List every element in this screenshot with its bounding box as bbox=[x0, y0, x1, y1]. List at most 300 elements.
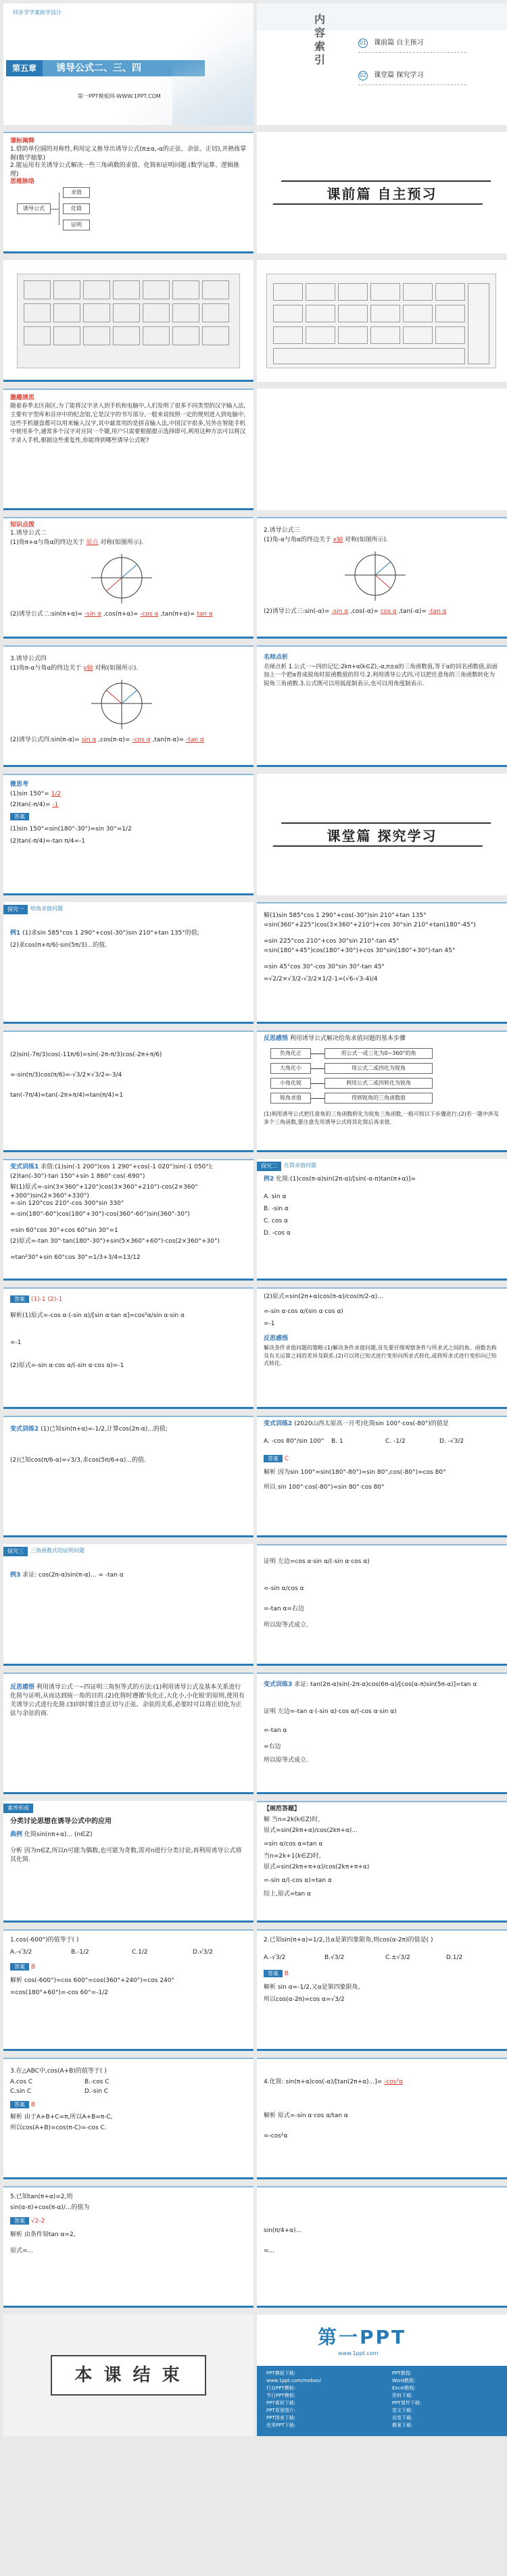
key-cell bbox=[24, 303, 51, 322]
answer: -sin α bbox=[84, 611, 101, 618]
option[interactable]: B. -sin α bbox=[264, 1206, 289, 1212]
key-cell bbox=[338, 326, 368, 344]
answer: -cos α bbox=[140, 611, 159, 618]
slide-objectives bbox=[3, 132, 254, 253]
option[interactable]: B.√3/2 bbox=[324, 1954, 345, 1961]
slide-cover bbox=[3, 3, 254, 125]
option[interactable]: A. sin α bbox=[264, 1193, 287, 1200]
footer-col-1 bbox=[266, 2370, 321, 2429]
slide-keyboard bbox=[3, 260, 254, 382]
contents-item-2[interactable] bbox=[358, 71, 423, 81]
option[interactable]: D. -cos α bbox=[264, 1230, 291, 1237]
section-heading: 课标阐释 bbox=[10, 138, 35, 145]
answer: x轴 bbox=[333, 537, 343, 543]
slide-think bbox=[3, 774, 254, 895]
slide-keyboard-2 bbox=[257, 260, 507, 382]
answer-block bbox=[10, 2217, 247, 2226]
example-question: (2)求cos(π+π/6)·sin(5π/3)...的值. bbox=[10, 942, 107, 949]
answer-block bbox=[10, 1963, 247, 1972]
text: (2020山西太原高一月考)化简sin 100°·cos(-80°)的值是 bbox=[294, 1420, 449, 1427]
solution-line: 原式=... bbox=[10, 2248, 34, 2254]
option[interactable]: A.-√3/2 bbox=[10, 1949, 32, 1956]
key-cell bbox=[83, 280, 110, 299]
formula-title: 2.诱导公式三 bbox=[264, 527, 300, 534]
slide-literacy bbox=[3, 1801, 254, 1923]
answer-block bbox=[264, 1970, 500, 1979]
slide-solution-1b bbox=[3, 1031, 254, 1152]
contents-heading bbox=[310, 13, 330, 67]
brand-url: www.1ppt.com bbox=[338, 2350, 379, 2356]
footer-link[interactable]: 试卷下载: bbox=[392, 2415, 413, 2421]
example-question bbox=[10, 1571, 247, 1580]
inquiry-topic: 三角函数式的证明问题 bbox=[30, 1547, 84, 1554]
footer-col-2 bbox=[392, 2370, 421, 2429]
slide-formula-4 bbox=[3, 645, 254, 767]
question bbox=[10, 790, 247, 799]
key-cell bbox=[202, 326, 229, 345]
proof-line: 证明 左边=-tan α·(-sin α)·cos α/(-cos α·sin α) bbox=[264, 1708, 397, 1715]
step-box: 得到锐角的三角函数值 bbox=[324, 1093, 433, 1104]
answer: B bbox=[30, 1964, 36, 1971]
unit-circle-diagram bbox=[84, 676, 159, 730]
reflection-body: 解决条件求值问题的策略:(1)解决条件求值问题,首先要仔细观察条件与所求式之间的角、函数名称及有关运算之间的差异及联系.(2)可以将已知式进行变形向所求式转化,或将所求式进行变形向已知式转化. bbox=[264, 1345, 497, 1367]
reflection-heading bbox=[264, 1035, 500, 1043]
answer: sin α bbox=[81, 737, 97, 743]
text: (1)已知sin(π+α)=-1/2,计算cos(2π-α)...的值; bbox=[41, 1426, 168, 1433]
literacy-title: 分类讨论思想在诱导公式中的应用 bbox=[10, 1818, 112, 1825]
text: ,tan(π-α)= bbox=[152, 737, 185, 743]
key-cell bbox=[403, 283, 433, 301]
exercise-question bbox=[264, 2078, 500, 2087]
notes-body: 名师点析 1.公式一~四的记忆:2kπ+α(k∈Z),-α,π±α的三角函数值,等于α的同名函数值,前面加上一个把α看成锐角时原函数值的符号.2.利用诱导公式四,可以把任意角的三角函数转化为锐角三角函数.3.公式既可以用弧度制表示,也可以用角度制表示. bbox=[264, 664, 498, 687]
answer-block bbox=[10, 1295, 247, 1304]
solution-line: =sin(360°+225°)cos(3×360°+210°)+cos 30°sin 210°+tan(180°-45°) bbox=[264, 922, 476, 928]
flow-box: 证明 bbox=[63, 220, 90, 230]
option[interactable]: D.1/2 bbox=[446, 1954, 463, 1961]
answer-block bbox=[264, 1455, 500, 1464]
solution-line: 所以 sin 100°·cos(-80°)=sin 80°·cos 80° bbox=[264, 1484, 385, 1491]
answer: -cos²α bbox=[384, 2079, 404, 2085]
text: 求证: tan(2π-α)sin(-2π-α)cos(6π-α)/[cos(α-π)sin(5π-α)]=tan α bbox=[294, 1681, 477, 1688]
objective-1: 1.借助单位圆的对称性,利用定义推导出诱导公式(π±α,-α的正弦、余弦、正切),并熟练掌握(数学抽象) bbox=[10, 146, 247, 162]
text: (2)诱导公式二:sin(π+α)= bbox=[10, 611, 83, 618]
slide-reflection-2 bbox=[257, 1287, 507, 1409]
inquiry-topic: 给角求值问题 bbox=[30, 906, 63, 912]
answer: √2-2 bbox=[30, 2218, 45, 2225]
answer-tag: 答案 bbox=[264, 1455, 283, 1462]
text: 对称(如图所示). bbox=[95, 665, 139, 672]
key-cell bbox=[24, 326, 51, 345]
solution-line: (2)原式=sin(2π+α)cos(π-α)/cos(π/2-α)... bbox=[264, 1293, 383, 1300]
text: (1)角-α与角α的终边关于 bbox=[264, 537, 331, 543]
slide-example-1 bbox=[3, 902, 254, 1024]
solution-line: =sin 60°cos 30°+cos 60°sin 30°=1 bbox=[10, 1227, 118, 1234]
chapter-badge: 第五章 bbox=[6, 60, 43, 76]
slide-section-inquiry bbox=[257, 774, 507, 895]
end-text: 本 课 结 束 bbox=[74, 2365, 183, 2385]
formula-line bbox=[264, 608, 500, 616]
slide-notes bbox=[257, 645, 507, 767]
section-title: 课堂篇 探究学习 bbox=[327, 828, 437, 844]
answer: -sin α bbox=[331, 608, 349, 615]
answer: -tan α bbox=[186, 737, 204, 743]
heading: 反思感悟 bbox=[10, 1684, 35, 1691]
answer: cos α bbox=[380, 608, 397, 615]
solution-line: 原式=sin(2kπ+α)/cos(2kπ+α)... bbox=[264, 1827, 358, 1834]
footer-link[interactable]: 节日PPT模板: bbox=[266, 2393, 296, 2398]
answer: (1)-1 (2)-1 bbox=[30, 1296, 63, 1303]
solution-line: =tan²30°+sin 60°cos 30°=1/3+3/4=13/12 bbox=[10, 1254, 141, 1261]
notes-text bbox=[264, 653, 500, 662]
text: 利用诱导公式一~四证明三角恒等式的方法:(1)利用诱导公式及基本关系进行化简与证明,从而达到统一角的目的.(2)化简时遵循'负化正,大化小,小化锐'的原则,使用有关诱导公式进行化简.(3)同时要注意正切与正弦、余弦的关系,必要时可以将正切化为正弦与余弦的商. bbox=[10, 1684, 245, 1718]
footer-title: PPT模板下载: bbox=[266, 2371, 296, 2376]
solution-line: (2)sin(-7π/3)cos(-11π/6)=sin(-2π-π/3)cos(-2π+π/6) bbox=[10, 1051, 162, 1058]
item-number: 01 bbox=[358, 39, 368, 48]
slide-end bbox=[3, 2314, 254, 2436]
solution-line: 所以cos(α-2π)=cos α=√3/2 bbox=[264, 1996, 345, 2003]
key-cell bbox=[83, 303, 110, 322]
step-box: 负角化正 bbox=[270, 1048, 311, 1059]
key-cell bbox=[113, 303, 140, 322]
key-cell bbox=[172, 303, 199, 322]
slide-motivation bbox=[3, 389, 254, 510]
objective-2: 2.能运用有关诱导公式解决一些三角函数的求值、化简和证明问题.(数学运算、逻辑推理) bbox=[10, 162, 239, 178]
slide-solution-2 bbox=[3, 1287, 254, 1409]
variant-question: (2)已知cos(π/6-α)=√3/3,求cos(5π/6+α)...的值. bbox=[10, 1457, 146, 1464]
key-cell bbox=[306, 326, 335, 344]
slide-variant-1 bbox=[3, 1159, 254, 1281]
answer-tag: 答案 bbox=[10, 2101, 29, 2108]
option[interactable]: D.√3/2 bbox=[193, 1949, 214, 1956]
slide-example-2 bbox=[257, 1159, 507, 1281]
slide-section-preview bbox=[257, 132, 507, 253]
slide-variant-2b bbox=[257, 1416, 507, 1537]
text: ,cos(-α)= bbox=[350, 608, 379, 615]
solution-line: =-sin(180°-60°)cos(180°+30°)-cos(360°-60°)sin(360°-30°) bbox=[10, 1211, 191, 1218]
variant-heading bbox=[10, 1163, 247, 1172]
solution-line: 解(1)sin 585°cos 1 290°+cos(-30°)sin 210°+tan 135° bbox=[264, 912, 427, 919]
text: (1)sin 150°= bbox=[10, 791, 49, 797]
variant-heading bbox=[10, 1425, 247, 1434]
heading: 变式训练3 bbox=[264, 1681, 293, 1688]
example-label: 例1 bbox=[10, 930, 21, 937]
solution-line: 当n=2k+1(k∈Z)时, bbox=[264, 1853, 321, 1860]
slide-contents bbox=[257, 3, 507, 125]
solution-line: =-sin 120°cos 210°-cos 300°sin 330° bbox=[10, 1200, 124, 1207]
literacy-tag: 素养形成 bbox=[3, 1804, 33, 1813]
heading-char: 索 bbox=[314, 40, 325, 53]
solution-line: 解析 cos(-600°)=cos 600°=cos(360°+240°)=cos 240° bbox=[10, 1977, 175, 1984]
solution-line: 所以cos(A+B)=cos(π-C)=-cos C. bbox=[10, 2125, 107, 2131]
solution-line: =cos(180°+60°)=-cos 60°=-1/2 bbox=[10, 1989, 108, 1996]
footer-link[interactable]: 资料下载: bbox=[392, 2393, 413, 2398]
footer-title: PPT教程: bbox=[392, 2371, 412, 2376]
key-spacebar bbox=[273, 348, 465, 364]
heading: 变式训练1 bbox=[10, 1164, 39, 1170]
key-cell bbox=[435, 305, 465, 322]
key-cell bbox=[403, 326, 433, 344]
key-cell bbox=[113, 280, 140, 299]
answer: -tan α bbox=[428, 608, 447, 615]
step-box: 利用公式二或四转化为锐角 bbox=[324, 1078, 433, 1089]
brand-logo: 第一PPT bbox=[318, 2326, 407, 2348]
key-cell bbox=[435, 326, 465, 344]
answer-block bbox=[10, 813, 247, 822]
text: 化简sin(nπ+α)... (n∈Z) bbox=[24, 1831, 93, 1838]
cover-title: 诱导公式二、三、四 bbox=[43, 60, 205, 76]
heading-char: 内 bbox=[314, 13, 325, 26]
key-cell bbox=[338, 283, 368, 301]
solution-line: 解(1)原式=-sin(3×360°+120°)cos(3×360°+210°)-cos(2×360°+300°)sin(2×360°+330°) bbox=[10, 1184, 198, 1200]
inquiry-tag: 探究一 bbox=[3, 905, 28, 914]
standard-answer-heading: 【规范答题】 bbox=[264, 1806, 301, 1812]
answer: 1/2 bbox=[51, 791, 62, 797]
heading: 变式训练2 bbox=[264, 1420, 293, 1427]
slide-variant-2a bbox=[3, 1416, 254, 1537]
section-title: 课前篇 自主预习 bbox=[327, 186, 437, 202]
slide-exercise-3 bbox=[3, 2058, 254, 2179]
unit-circle-diagram bbox=[84, 551, 159, 605]
footer-link[interactable]: PPT素材下载: bbox=[266, 2400, 296, 2406]
option[interactable]: D.-sin C bbox=[84, 2088, 109, 2095]
key-cell bbox=[273, 283, 303, 301]
footer-link[interactable]: PPT课件下载: bbox=[392, 2400, 422, 2406]
key-cell bbox=[53, 303, 80, 322]
answer: C bbox=[284, 1456, 289, 1462]
text: (1)求sin 585°cos 1 290°+cos(-30°)sin 210°+tan 135°的值; bbox=[22, 930, 199, 937]
formula-title: 3.诱导公式四 bbox=[10, 655, 47, 662]
option[interactable]: A. -cos 80°/sin 100° bbox=[264, 1438, 324, 1445]
proof-line: 所以原等式成立. bbox=[264, 1622, 308, 1629]
option[interactable]: A.-√3/2 bbox=[264, 1954, 286, 1961]
solution-line: 解析 由条件知tan α=2, bbox=[10, 2231, 76, 2238]
slide-blank-ppt bbox=[257, 389, 507, 510]
reflection-block bbox=[10, 1683, 247, 1718]
answer-tag: 答案 bbox=[10, 1963, 29, 1971]
key-cell bbox=[143, 326, 170, 345]
exercise-question: 2.已知sin(π+α)=1/2,且α是第四象限角,则cos(α-2π)的值是( ) bbox=[264, 1937, 433, 1943]
solution-line: (1)sin 150°=sin(180°-30°)=sin 30°=1/2 bbox=[10, 826, 132, 833]
answer: -cos α bbox=[132, 737, 151, 743]
solution-line: =sin α/cos α=tan α bbox=[264, 1841, 323, 1848]
slide-exercise-1 bbox=[3, 1929, 254, 2051]
solution-line: tan(-7π/4)=tan(-2π+π/4)=tan(π/4)=1 bbox=[10, 1092, 124, 1099]
item-label: 课前篇 自主预习 bbox=[374, 39, 424, 47]
option[interactable]: C. cos α bbox=[264, 1218, 288, 1224]
key-cell bbox=[338, 305, 368, 322]
solution-line: 解析(1)原式=-cos α·(-sin α)/[sin α·tan α]=cos²α/sin α·sin α bbox=[10, 1312, 185, 1319]
key-cell bbox=[24, 280, 51, 299]
step-box: 小角化锐 bbox=[270, 1078, 311, 1089]
exercise-question: sin(α-π)+cos(π-α)/...的值为 bbox=[10, 2204, 90, 2211]
key-cell bbox=[403, 305, 433, 322]
heading: 变式训练2 bbox=[10, 1426, 39, 1433]
option[interactable]: C. -1/2 bbox=[385, 1438, 406, 1445]
slide-exercise-4 bbox=[257, 2058, 507, 2179]
slide-standard-answer bbox=[257, 1801, 507, 1923]
slide-exercise-2 bbox=[257, 1929, 507, 2051]
answer: B bbox=[284, 1971, 289, 1977]
slide-formula-3 bbox=[257, 517, 507, 639]
solution-line: =-sin α/(-cos α)=tan α bbox=[264, 1877, 332, 1884]
key-cell bbox=[370, 305, 400, 322]
text: 对称(如图所示). bbox=[344, 537, 388, 543]
text: (1)角π+α与角α的终边关于 bbox=[10, 539, 84, 546]
exercise-question: 1.cos(-600°)的值等于( ) bbox=[10, 1937, 79, 1943]
solution-line: =-sin(π/3)cos(π/6)=-√3/2×√3/2=-3/4 bbox=[10, 1072, 122, 1079]
key-cell bbox=[143, 280, 170, 299]
key-cell bbox=[53, 326, 80, 345]
slide-reflection-3 bbox=[3, 1673, 254, 1794]
proof-line: =右边 bbox=[264, 1743, 281, 1750]
option[interactable]: B.-1/2 bbox=[71, 1949, 89, 1956]
text: 利用诱导公式解决给角求值问题的基本步骤 bbox=[289, 1035, 406, 1042]
key-cell bbox=[172, 326, 199, 345]
slide-proof-3 bbox=[257, 1544, 507, 1666]
slide-example-3 bbox=[3, 1544, 254, 1666]
proof-line: 所以原等式成立. bbox=[264, 1757, 308, 1764]
solution-line: =√2/2×√3/2-√3/2×1/2-1=(√6-√3-4)/4 bbox=[264, 976, 378, 983]
option[interactable]: B.-cos C bbox=[84, 2079, 110, 2085]
solution-line: =-sin α·cos α/(sin α·cos α) bbox=[264, 1308, 343, 1315]
text: 求证: cos(2π-α)sin(π-α)... = -tan α bbox=[22, 1572, 124, 1579]
solution-line: =-cos²α bbox=[264, 2133, 288, 2139]
inquiry-tag: 探究三 bbox=[3, 1547, 28, 1556]
key-cell bbox=[202, 303, 229, 322]
text: ,cos(π-α)= bbox=[98, 737, 130, 743]
motivation-text: 随着春季北区南区,为了能将汉字录入到手机和电脑中,人们发明了很多不同类型的汉字输入法,主要有字型库和音序中的纪念馆,它是汉字的书写部分,一般来说按照一定的规则进入到电脑中,这些手机键盘都可以用来输入汉字,其中最常用的是拼音输入法,中国汉字很多,另外在智能手机中使用多个,通常多个汉字对应同一个键,用户只需要根据提示选择即可,利用这种方法可以将汉字录入手机,根据这些重复性,你能得到哪些诱导公式呢? bbox=[10, 403, 246, 444]
key-cell bbox=[113, 326, 140, 345]
answer-tag: 答案 bbox=[10, 1295, 29, 1303]
example-label: 例3 bbox=[10, 1572, 21, 1579]
footer-link[interactable]: 优秀PPT下载: bbox=[266, 2423, 296, 2428]
exercise-question: 3.在△ABC中,cos(A+B)的值等于( ) bbox=[10, 2068, 107, 2075]
key-cell bbox=[435, 283, 465, 301]
inquiry-tag: 探究二 bbox=[257, 1162, 281, 1171]
variant-heading bbox=[264, 1681, 500, 1689]
flow-box-main: 诱导公式 bbox=[17, 203, 51, 214]
key-cell bbox=[143, 303, 170, 322]
text: ,tan(π+α)= bbox=[160, 611, 195, 618]
brand-text: 同步学学案助学设计 bbox=[13, 9, 62, 16]
section-heading: 思维脉络 bbox=[10, 178, 35, 185]
footer-link[interactable]: Word教程: bbox=[392, 2378, 416, 2383]
key-cell bbox=[370, 283, 400, 301]
text: ,cos(π+α)= bbox=[103, 611, 139, 618]
option[interactable]: C.1/2 bbox=[132, 1949, 148, 1956]
solution-line: 解析 因为sin 100°=sin(180°-80°)=sin 80°,cos(-80°)=cos 80° bbox=[264, 1469, 446, 1476]
answer-tag: 答案 bbox=[10, 2217, 29, 2225]
proof-line: =-tan α bbox=[264, 1727, 287, 1734]
slide-variant-3 bbox=[257, 1673, 507, 1794]
solution-line: =-1 bbox=[10, 1339, 22, 1346]
answer: -1 bbox=[52, 801, 59, 808]
key-cell bbox=[273, 305, 303, 322]
footer-link[interactable]: www.1ppt.com/moban/ bbox=[266, 2378, 322, 2383]
footer-link[interactable]: Excel教程: bbox=[392, 2385, 416, 2391]
answer: 原点 bbox=[86, 539, 99, 546]
flow-box: 求值 bbox=[63, 187, 90, 198]
solution-line: sin(π/4+α)... bbox=[264, 2227, 302, 2234]
solution-line: =-1 bbox=[264, 1320, 275, 1327]
footer-link[interactable]: 行业PPT模板: bbox=[266, 2385, 296, 2391]
item-number: 02 bbox=[358, 71, 368, 80]
text: (1)角π-α与角α的终边关于 bbox=[10, 665, 82, 672]
answer: tan α bbox=[197, 611, 213, 618]
option[interactable]: C.±√3/2 bbox=[385, 1954, 410, 1961]
exercise-question: 5.已知tan(π+α)=2,则 bbox=[10, 2194, 73, 2200]
solution-line: 原式=sin(2kπ+π+α)/cos(2kπ+π+α) bbox=[264, 1864, 370, 1871]
slide-formula-2 bbox=[3, 517, 254, 639]
slide-brand bbox=[257, 2314, 507, 2436]
item-label: 课堂篇 探究学习 bbox=[374, 72, 424, 79]
proof-line: 证明 左边=cos α·sin α/(-sin α·cos α) bbox=[264, 1558, 370, 1565]
solution-line: 解 当n=2k(k∈Z)时, bbox=[264, 1816, 320, 1823]
answer: B bbox=[30, 2102, 36, 2108]
slide-exercise-5 bbox=[3, 2186, 254, 2308]
solution-line: (2)tan(-π/4)=-tan π/4=-1 bbox=[10, 838, 86, 845]
key-cell bbox=[202, 280, 229, 299]
text: 对称(如图所示). bbox=[100, 539, 144, 546]
footer-link[interactable]: PPT背景图片: bbox=[266, 2408, 296, 2413]
solution-line: (2)原式=-tan 30°·tan(180°-30°)+sin(5×360°+60°)·cos(2×360°+30°) bbox=[10, 1238, 220, 1245]
step-box: 用公式一或三化为0~360°的角 bbox=[324, 1048, 433, 1059]
slide-reflection-1 bbox=[257, 1031, 507, 1152]
contents-item-1[interactable] bbox=[358, 39, 423, 49]
answer-tag: 答案 bbox=[264, 1970, 283, 1977]
key-cell bbox=[53, 280, 80, 299]
formula-line bbox=[10, 610, 247, 619]
formula-line bbox=[10, 664, 247, 673]
option[interactable]: C.sin C bbox=[10, 2088, 32, 2095]
text: 化简:(1)cos(π-α)sin(2π-α)/[sin(-α-π)tan(π+α)]= bbox=[276, 1176, 416, 1183]
formula-title: 1.诱导公式二 bbox=[10, 530, 47, 537]
text: (2)tan(-π/4)= bbox=[10, 801, 51, 808]
option[interactable]: D. -√3/2 bbox=[439, 1438, 464, 1445]
text: (2)诱导公式三:sin(-α)= bbox=[264, 608, 330, 615]
footer-link[interactable]: 教案下载: bbox=[392, 2423, 413, 2428]
literacy-question bbox=[10, 1831, 247, 1839]
solution-line: 解析 原式=-sin α·cos α/tan α bbox=[264, 2112, 348, 2119]
footer-link[interactable]: 范文下载: bbox=[392, 2408, 413, 2413]
heading: 反思感悟 bbox=[264, 1035, 289, 1042]
solution-line: (2)原式=-sin α·cos α/(-sin α·cos α)=-1 bbox=[10, 1362, 124, 1369]
option[interactable]: B. 1 bbox=[331, 1438, 343, 1445]
formula-line bbox=[264, 536, 500, 545]
question bbox=[10, 801, 247, 810]
notes-heading: 名师点析 bbox=[264, 654, 289, 661]
key-cell bbox=[370, 326, 400, 344]
answer: y轴 bbox=[83, 665, 93, 672]
example-label: 例2 bbox=[264, 1176, 274, 1183]
example-question bbox=[264, 1175, 500, 1184]
text: 求值:(1)sin(-1 200°)cos 1 290°+cos(-1 020°)sin(-1 050°); bbox=[41, 1164, 214, 1170]
key-cell bbox=[172, 280, 199, 299]
unit-circle-diagram bbox=[338, 548, 412, 602]
flow-box: 化简 bbox=[63, 203, 90, 214]
variant-heading bbox=[264, 1420, 500, 1429]
cover-footer: 第一PPT模板网-WWW.1PPT.COM bbox=[78, 93, 161, 99]
solution-line: (2)tan(-30°)·tan 150°+sin 1 860°·cos(-690°) bbox=[10, 1173, 145, 1180]
solution-line: =sin(180°+45°)cos(180°+30°)+cos 30°sin(180°+30°)-tan 45° bbox=[264, 947, 456, 954]
formula-line bbox=[10, 736, 247, 745]
option[interactable]: A.cos C bbox=[10, 2079, 33, 2085]
proof-line: =-sin α/cos α bbox=[264, 1585, 304, 1592]
answer-block bbox=[10, 2101, 247, 2110]
footer-link[interactable]: PPT图表下载: bbox=[266, 2415, 296, 2421]
section-heading: 知识点拨 bbox=[10, 522, 35, 528]
section-heading: 微思考 bbox=[10, 781, 29, 788]
